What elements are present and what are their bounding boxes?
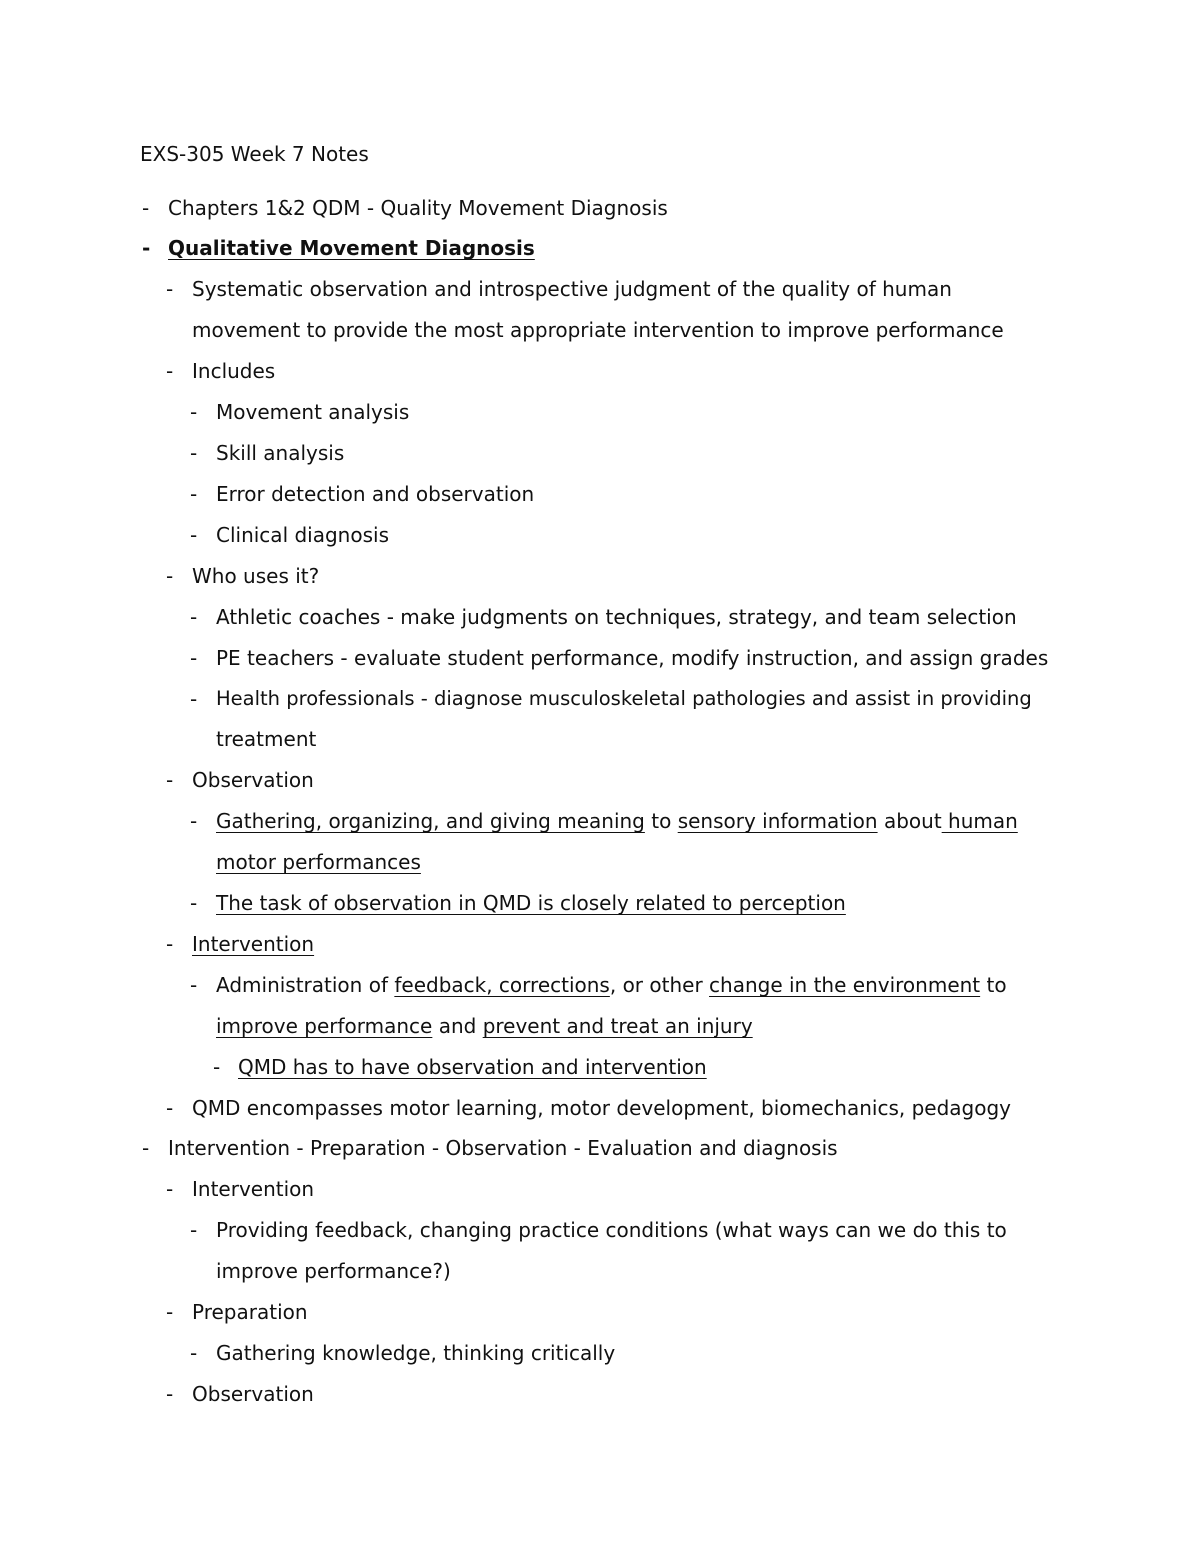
- note-line: [192, 768, 314, 792]
- bullet-dash: -: [142, 236, 151, 260]
- bullet-dash: -: [190, 605, 198, 629]
- note-text: Systematic observation and introspective judgment of the quality of human: [192, 277, 952, 301]
- note-text: Preparation: [192, 1300, 308, 1324]
- note-text: Chapters 1&2 QDM - Quality Movement Diagnosis: [168, 196, 668, 220]
- note-line: [192, 1300, 308, 1324]
- note-line: [216, 1341, 615, 1365]
- note-line: [216, 441, 344, 465]
- note-text: feedback, corrections: [394, 973, 610, 997]
- note-text: Qualitative Movement Diagnosis: [168, 236, 535, 260]
- note-line: [168, 196, 668, 220]
- note-text: QMD has to have observation and intervention: [238, 1055, 707, 1079]
- note-text: movement to provide the most appropriate intervention to improve performance: [192, 318, 1004, 342]
- bullet-dash: -: [142, 1136, 150, 1160]
- bullet-dash: -: [190, 1341, 198, 1365]
- bullet-dash: -: [166, 277, 174, 301]
- note-text: Intervention - Preparation - Observation - Evaluation and diagnosis: [168, 1136, 838, 1160]
- note-text: PE teachers - evaluate student performance, modify instruction, and assign grades: [216, 646, 1049, 670]
- bullet-dash: -: [166, 564, 174, 588]
- bullet-dash: -: [190, 441, 198, 465]
- note-line: [216, 646, 1048, 670]
- note-text: and: [432, 1014, 483, 1038]
- note-line: [216, 850, 421, 874]
- note-line: [216, 809, 1018, 833]
- bullet-dash: -: [190, 1218, 198, 1242]
- note-text: Skill analysis: [216, 441, 345, 465]
- bullet-dash: -: [190, 523, 198, 547]
- note-line: [168, 1136, 838, 1160]
- bullet-dash: -: [190, 973, 198, 997]
- note-line: [216, 1259, 451, 1283]
- note-text: change in the environment: [709, 973, 981, 997]
- bullet-dash: -: [190, 891, 198, 915]
- document-title: EXS-305 Week 7 Notes: [140, 142, 369, 166]
- note-text: improve performance?): [216, 1259, 451, 1283]
- bullet-dash: -: [166, 1177, 174, 1201]
- note-text: Observation: [192, 1382, 314, 1406]
- note-line: [192, 318, 1004, 342]
- note-line: [216, 1218, 1007, 1242]
- bullet-dash: -: [166, 359, 174, 383]
- note-text: improve performance: [216, 1014, 433, 1038]
- note-text: Intervention: [192, 1177, 315, 1201]
- note-text: sensory information: [677, 809, 878, 833]
- note-line: [192, 1382, 314, 1406]
- note-line: [168, 236, 535, 260]
- note-text: Health professionals - diagnose musculoskeletal pathologies and assist in providing: [216, 687, 1032, 710]
- note-text: Clinical diagnosis: [216, 523, 389, 547]
- note-text: motor performances: [216, 850, 421, 874]
- note-line: [192, 359, 275, 383]
- note-line: [216, 605, 1017, 629]
- note-text: to: [644, 809, 678, 833]
- bullet-dash: -: [190, 400, 198, 424]
- note-text: Includes: [192, 359, 276, 383]
- bullet-dash: -: [190, 482, 198, 506]
- note-line: [216, 482, 534, 506]
- note-line: [192, 564, 319, 588]
- note-text: Gathering knowledge, thinking critically: [216, 1341, 616, 1365]
- note-line: [192, 1177, 314, 1201]
- note-text: Error detection and observation: [216, 482, 535, 506]
- bullet-dash: -: [166, 932, 174, 956]
- note-line: [192, 277, 952, 301]
- note-line: [216, 523, 389, 547]
- note-line: [192, 1096, 1011, 1120]
- note-text: Who uses it?: [192, 564, 320, 588]
- bullet-dash: -: [213, 1055, 221, 1079]
- note-text: Providing feedback, changing practice conditions (what ways can we do this to: [216, 1218, 1007, 1242]
- note-line: [216, 973, 1007, 997]
- note-text: treatment: [216, 727, 317, 751]
- note-line: [216, 1014, 753, 1038]
- bullet-dash: -: [142, 196, 150, 220]
- note-text: prevent and treat an injury: [482, 1014, 753, 1038]
- note-text: Gathering, organizing, and giving meaning: [216, 809, 645, 833]
- note-line: [216, 891, 846, 915]
- bullet-dash: -: [190, 809, 198, 833]
- note-text: to: [980, 973, 1007, 997]
- note-text: Athletic coaches - make judgments on techniques, strategy, and team selection: [216, 605, 1017, 629]
- note-text: QMD encompasses motor learning, motor development, biomechanics, pedagogy: [192, 1096, 1012, 1120]
- bullet-dash: -: [166, 1382, 174, 1406]
- note-line: [216, 727, 316, 751]
- note-text: Observation: [192, 768, 314, 792]
- note-text: The task of observation in QMD is closely related to perception: [216, 891, 846, 915]
- note-text: Movement analysis: [216, 400, 410, 424]
- bullet-dash: -: [190, 687, 198, 711]
- bullet-dash: -: [166, 1096, 174, 1120]
- note-text: about: [877, 809, 942, 833]
- bullet-dash: -: [166, 1300, 174, 1324]
- note-text: , or other: [609, 973, 710, 997]
- note-text: Intervention: [192, 932, 315, 956]
- note-line: [238, 1055, 707, 1079]
- note-line: [216, 687, 1032, 710]
- note-text: human: [941, 809, 1018, 833]
- note-line: [192, 932, 314, 956]
- bullet-dash: -: [190, 646, 198, 670]
- bullet-dash: -: [166, 768, 174, 792]
- note-text: Administration of: [216, 973, 395, 997]
- note-line: [216, 400, 409, 424]
